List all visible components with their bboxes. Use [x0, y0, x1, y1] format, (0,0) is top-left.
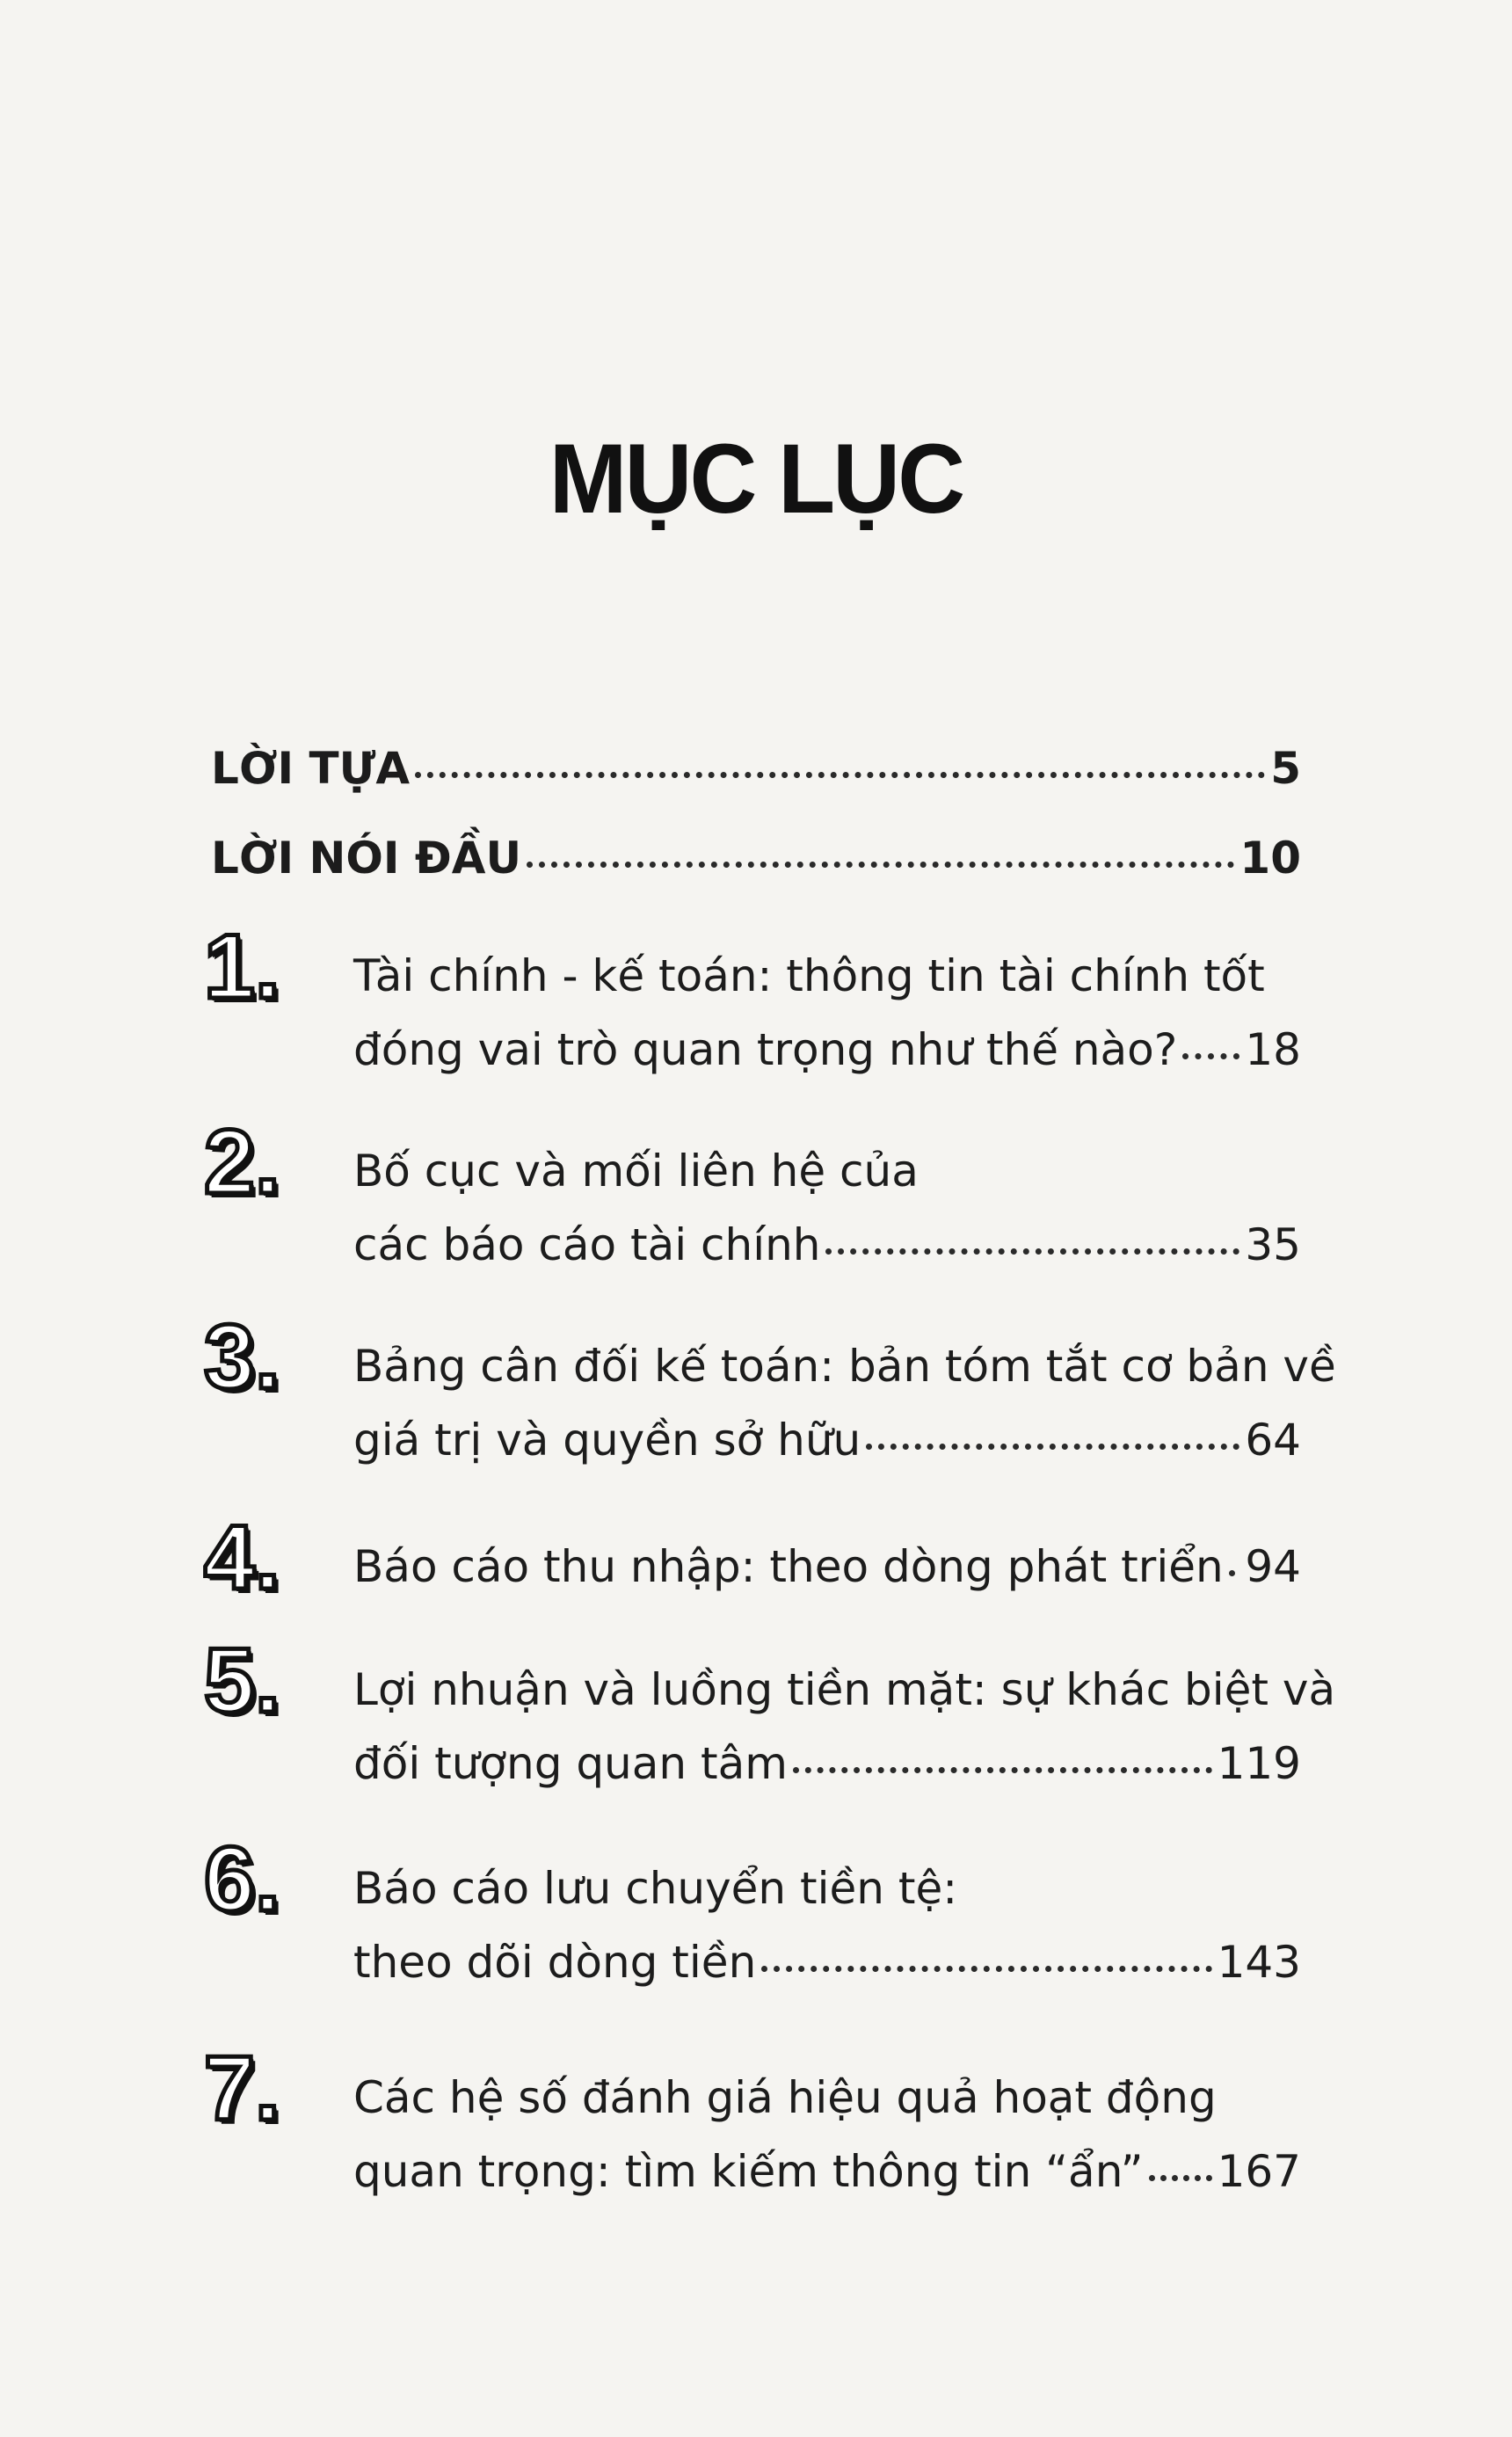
page-number: 64: [1245, 1415, 1301, 1466]
page-title: MỤC LỤC: [549, 424, 963, 534]
chapter-number: 4.: [204, 1507, 280, 1609]
toc-entry-chapter-5[interactable]: [204, 1630, 1336, 1800]
entry-title-line-2: đóng vai trò quan trọng như thế nào?: [353, 1024, 1178, 1075]
entry-title-line-2: các báo cáo tài chính: [353, 1219, 821, 1270]
toc-entry-chapter-4[interactable]: [204, 1507, 1301, 1609]
toc-entry-chapter-6[interactable]: [204, 1829, 1301, 1999]
entry-title-line-2: theo dõi dòng tiền: [353, 1937, 757, 1988]
entry-label: LỜI TỰA: [211, 743, 411, 794]
toc-entry-chapter-2[interactable]: [204, 1111, 1301, 1282]
page-number: 18: [1245, 1024, 1301, 1075]
dot-leader: [527, 862, 1234, 868]
entry-title-line-2: giá trị và quyền sở hữu: [353, 1415, 861, 1466]
entry-label: LỜI NÓI ĐẦU: [211, 833, 522, 884]
dot-leader: [761, 1966, 1211, 1972]
toc-entry-chapter-3[interactable]: [204, 1306, 1336, 1477]
toc-entry-chapter-7[interactable]: [204, 2038, 1301, 2208]
toc-entry-foreword[interactable]: [211, 821, 1301, 895]
chapter-number: 7.: [204, 2038, 280, 2140]
entry-title: Báo cáo thu nhập: theo dòng phát triển: [353, 1541, 1224, 1592]
page-number: 35: [1245, 1219, 1301, 1270]
entry-title-line-2: quan trọng: tìm kiếm thông tin “ẩn”: [353, 2146, 1144, 2197]
page-number: 143: [1217, 1937, 1301, 1988]
entry-title-line-1: Bố cục và mối liên hệ của: [353, 1146, 919, 1197]
page-number: 94: [1245, 1541, 1301, 1592]
dot-leader: [825, 1248, 1239, 1255]
entry-title-line-1: Lợi nhuận và luồng tiền mặt: sự khác biệt và: [353, 1664, 1336, 1715]
chapter-number: 2.: [204, 1111, 280, 1213]
entry-title-line-1: Bảng cân đối kế toán: bản tóm tắt cơ bản về: [353, 1341, 1336, 1392]
entry-title-line-1: Các hệ số đánh giá hiệu quả hoạt động: [353, 2072, 1217, 2123]
page-number: 119: [1217, 1738, 1301, 1789]
page-number: 5: [1270, 743, 1301, 794]
entry-title-line-2: đối tượng quan tâm: [353, 1738, 788, 1789]
entry-title-line-1: Báo cáo lưu chuyển tiền tệ:: [353, 1863, 958, 1914]
chapter-number: 3.: [204, 1306, 280, 1408]
dot-leader: [866, 1444, 1239, 1450]
toc-entry-preface[interactable]: [211, 731, 1301, 805]
dot-leader: [1182, 1053, 1239, 1059]
page-number: 10: [1239, 833, 1301, 884]
page-number: 167: [1217, 2146, 1301, 2197]
dot-leader: [793, 1767, 1212, 1773]
dot-leader: [415, 772, 1265, 778]
toc-entry-chapter-1[interactable]: [204, 916, 1301, 1087]
chapter-number: 1.: [204, 916, 280, 1018]
chapter-number: 6.: [204, 1829, 280, 1931]
chapter-number: 5.: [204, 1630, 280, 1732]
dot-leader: [1149, 2175, 1212, 2181]
dot-leader: [1229, 1570, 1240, 1576]
entry-title-line-1: Tài chính - kế toán: thông tin tài chính tốt: [353, 950, 1265, 1001]
